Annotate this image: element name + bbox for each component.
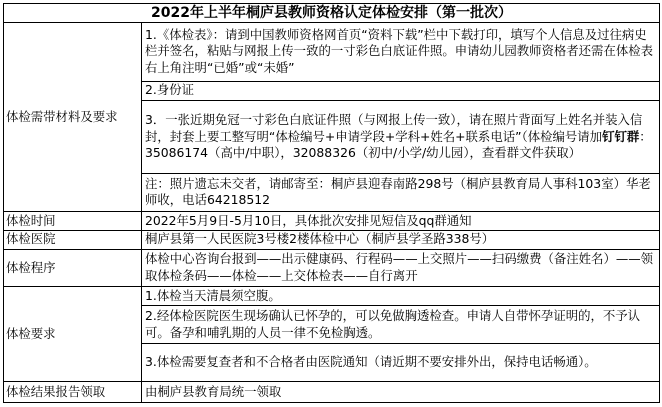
materials-label: 体检需带材料及要求 — [4, 22, 142, 211]
time-value: 2022年5月9日-5月10日，具体批次安排见短信及qq群通知 — [142, 211, 660, 230]
requirements-label: 体检要求 — [4, 287, 142, 381]
dingtalk-group-label: 钉钉群 — [602, 128, 640, 144]
materials-item-3-text-b: ：35086174（高中/中职），32088326（初中/小学/幼儿园），查看群文件获取） — [145, 128, 652, 161]
procedure-label: 体检程序 — [4, 249, 142, 287]
procedure-value: 体检中心咨询台报到——出示健康码、行程码——上交照片——扫码缴费（备注姓名）——领取体检条码——体检——上交体检表——自行离开 — [142, 249, 660, 287]
result-label: 体检结果报告领取 — [4, 381, 142, 402]
exam-schedule-table — [3, 3, 660, 403]
materials-item-1: 1.《体检表》：请到中国教师资格网首页“资料下载”栏中下载打印，填写个人信息及过往病史栏并签名，粘贴与网报上传一致的一寸彩色白底证件照。申请幼儿园教师资格者还需在体检表右上角注明“已婚”或“未婚” — [142, 22, 660, 81]
materials-note: 注：照片遗忘未交者，请邮寄至：桐庐县迎春南路298号（桐庐县教育局人事科103室）华老师收，电话64218512 — [142, 174, 660, 212]
materials-item-2: 2.身份证 — [142, 81, 660, 100]
hospital-value: 桐庐县第一人民医院3号楼2楼体检中心（桐庐县学圣路338号） — [142, 230, 660, 249]
materials-item-3-text-a: 3．一张近期免冠一寸彩色白底证件照（与网报上传一致），请在照片背面写上姓名并装入信封，封套上要工整写明“体检编号+申请学段+学科+姓名+联系电话”（体检编号请加 — [145, 111, 643, 144]
page-title: 2022年上半年桐庐县教师资格认定体检安排（第一批次） — [4, 4, 660, 23]
requirements-item-2: 2.经体检医院医生现场确认已怀孕的，可以免做胸透检查。申请人自带怀孕证明的，不予认可。备孕和哺乳期的人员一律不免检胸透。 — [142, 306, 660, 344]
result-value: 由桐庐县教育局统一领取 — [142, 381, 660, 402]
requirements-item-3: 3.体检需要复查者和不合格者由医院通知（请近期不要安排外出，保持电话畅通）。 — [142, 344, 660, 382]
hospital-label: 体检医院 — [4, 230, 142, 249]
materials-item-3 — [142, 100, 660, 174]
time-label: 体检时间 — [4, 211, 142, 230]
requirements-item-1: 1.体检当天清晨须空腹。 — [142, 287, 660, 306]
